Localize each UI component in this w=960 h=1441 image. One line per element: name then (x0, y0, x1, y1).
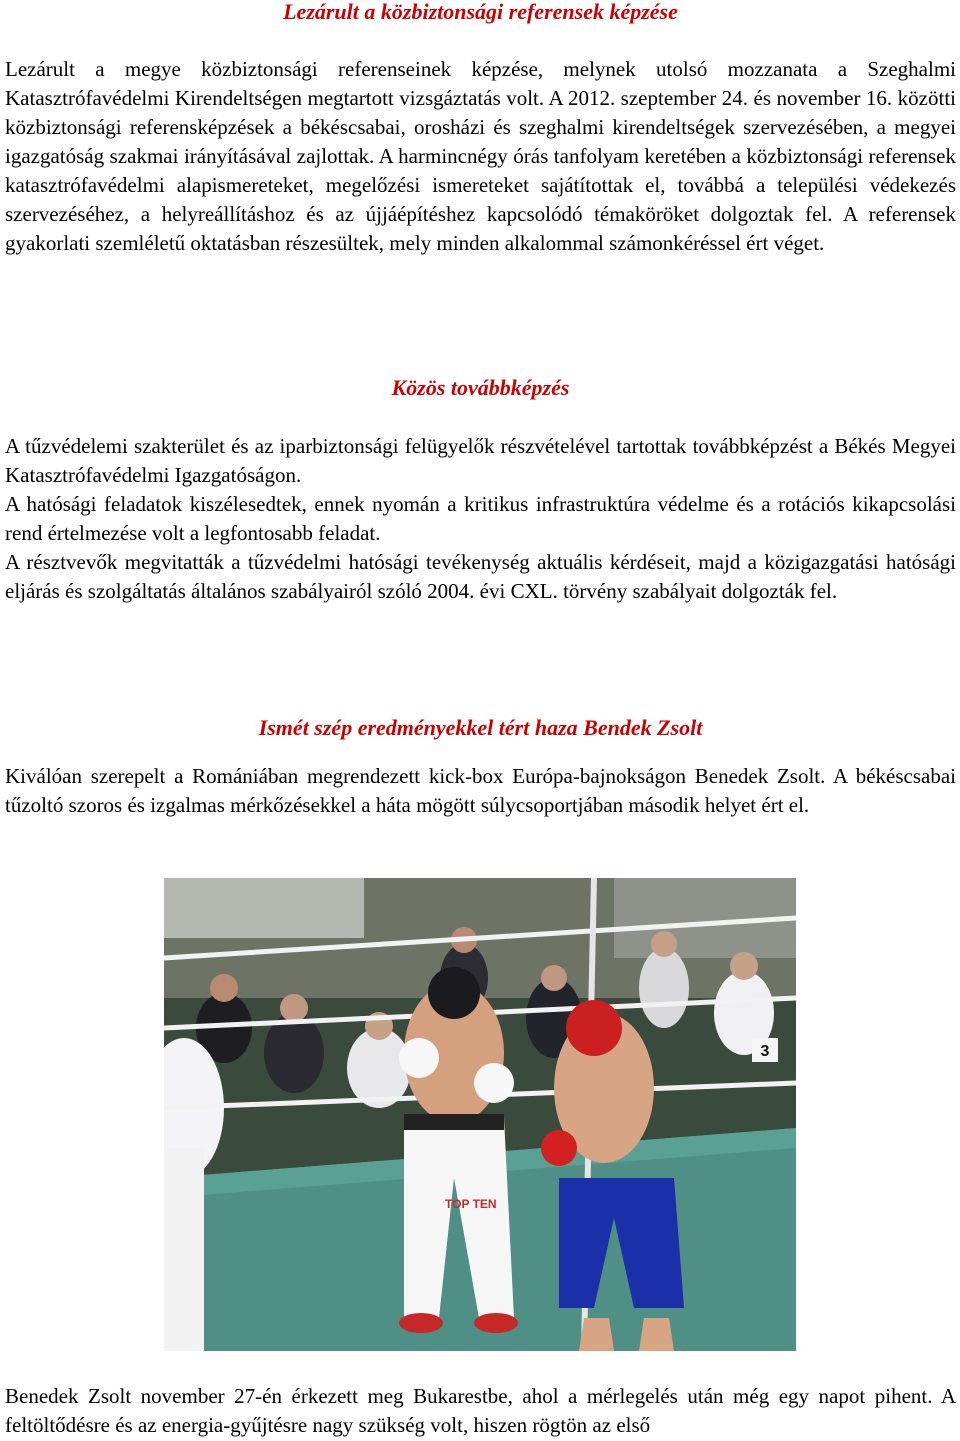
referee (164, 1148, 204, 1351)
kickbox-match-photo (164, 878, 796, 1351)
corner-sign-number: 3 (760, 1043, 770, 1060)
kickbox-photo-illustration (164, 878, 796, 1351)
paragraph-referensek-kepzese: Lezárult a megye közbiztonsági referenseinek képzése, melynek utolsó mozzanata a Szeghalmi Katasztrófavédelmi Kirendeltségen megtartott vizsgáztatás volt. A 2012. szeptember 24. és november 16. közötti közbiztonsági referensképzések a békéscsabai, orosházi és szeghalmi kirendeltségek szervezésében, a megyei igazgatóság szakmai irányításával zajlottak. A harmincnégy órás tanfolyam keretében a közbiztonsági referensek katasztrófavédelmi alapismereteket, megelőzési ismereteket sajátítottak el, továbbá a települési védekezés szervezéséhez, a helyreállításhoz és az újjáépítéshez kapcsolódó témaköröket dolgoztak fel. A referensek gyakorlati szemléletű oktatásban részesültek, mely minden alkalommal számonkéréssel ért véget. (5, 57, 956, 255)
heading-kozos-tovabbkepzes: Közös továbbképzés (391, 375, 570, 400)
paragraph-tovabbkepzes-2: A hatósági feladatok kiszélesedtek, ennek nyomán a kritikus infrastruktúra védelme és a rotációs kikapcsolási rend értelmezése volt a legfontosabb feladat. (5, 492, 956, 545)
section-kozos-tovabbkepzes (5, 432, 956, 606)
paragraph-bendek-zsolt-1: Kiválóan szerepelt a Romániában megrendezett kick-box Európa-bajnokságon Benedek Zsolt. A békéscsabai tűzoltó szoros és izgalmas mérkőzésekkel a háta mögött súlycsoportjában második helyet ért el. (5, 764, 956, 817)
trunks-text: TOP TEN (445, 1197, 497, 1211)
heading-referensek-kepzese: Lezárult a közbiztonsági referensek képzése (283, 0, 678, 24)
paragraph-tovabbkepzes-1: A tűzvédelemi szakterület és az iparbiztonsági felügyelők részvételével tartottak továbbképzést a Békés Megyei Katasztrófavédelmi Igazgatóságon. (5, 434, 956, 487)
paragraph-tovabbkepzes-3: A résztvevők megvitatták a tűzvédelmi hatósági tevékenység aktuális kérdéseit, majd a közigazgatási hatósági eljárás és szolgáltatás általános szabályairól szóló 2004. évi CXL. törvény szabályait dolgozták fel. (5, 550, 956, 603)
paragraph-bendek-zsolt-2: Benedek Zsolt november 27-én érkezett meg Bukarestbe, ahol a mérlegelés után még egy napot pihent. A feltöltődésre és az energia-gyűjtésre nagy szükség volt, hiszen rögtön az első (5, 1384, 956, 1437)
heading-bendek-zsolt: Ismét szép eredményekkel tért haza Bendek Zsolt (258, 715, 703, 740)
